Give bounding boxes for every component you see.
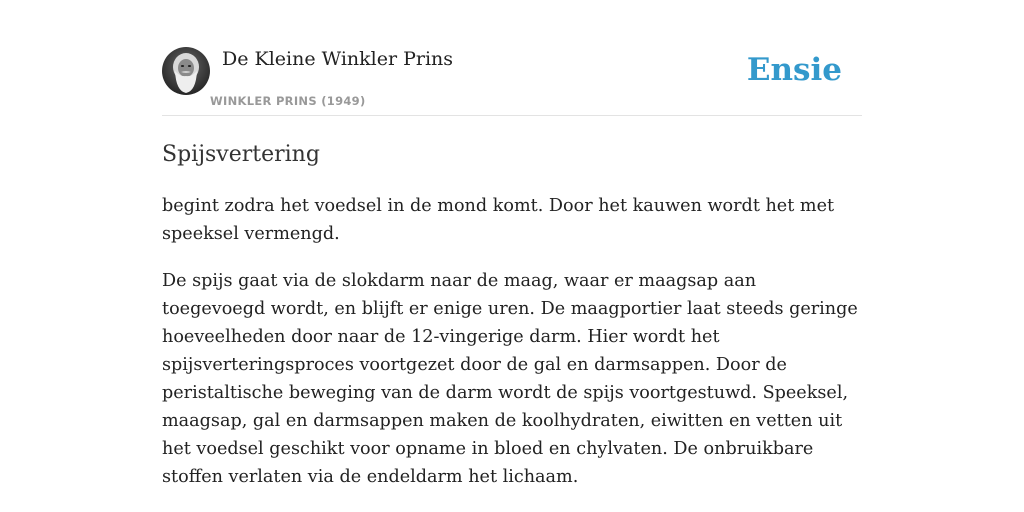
entry-body (162, 192, 862, 510)
entry-paragraph: De spijs gaat via de slokdarm naar de maag, waar er maagsap aan toegevoegd wordt, en blijft er enige uren. De maagportier laat steeds geringe hoeveelheden door naar de 12-vingerige darm. Hier wordt het spijsverteringsproces voortgezet door de gal en darmsappen. Door de peristaltische beweging van de darm wordt de spijs voortgestuwd. Speeksel, maagsap, gal en darmsappen maken de koolhydraten, eiwitten en vetten uit het voedsel geschikt voor opname in bloed en chylvaten. De onbruikbare stoffen verlaten via de endeldarm het lichaam. (162, 271, 858, 487)
ensie-logo-link[interactable]: Ensie (746, 52, 842, 88)
portrait-avatar-icon (162, 47, 210, 95)
source-subtitle[interactable]: WINKLER PRINS (1949) (210, 94, 366, 108)
author-avatar[interactable] (162, 47, 210, 95)
entry-term: Spijsvertering (162, 142, 320, 167)
source-title[interactable]: De Kleine Winkler Prins (222, 48, 454, 70)
source-header (162, 44, 862, 116)
entry-paragraph: begint zodra het voedsel in de mond komt. Door het kauwen wordt het met speeksel vermengd. (162, 196, 835, 244)
